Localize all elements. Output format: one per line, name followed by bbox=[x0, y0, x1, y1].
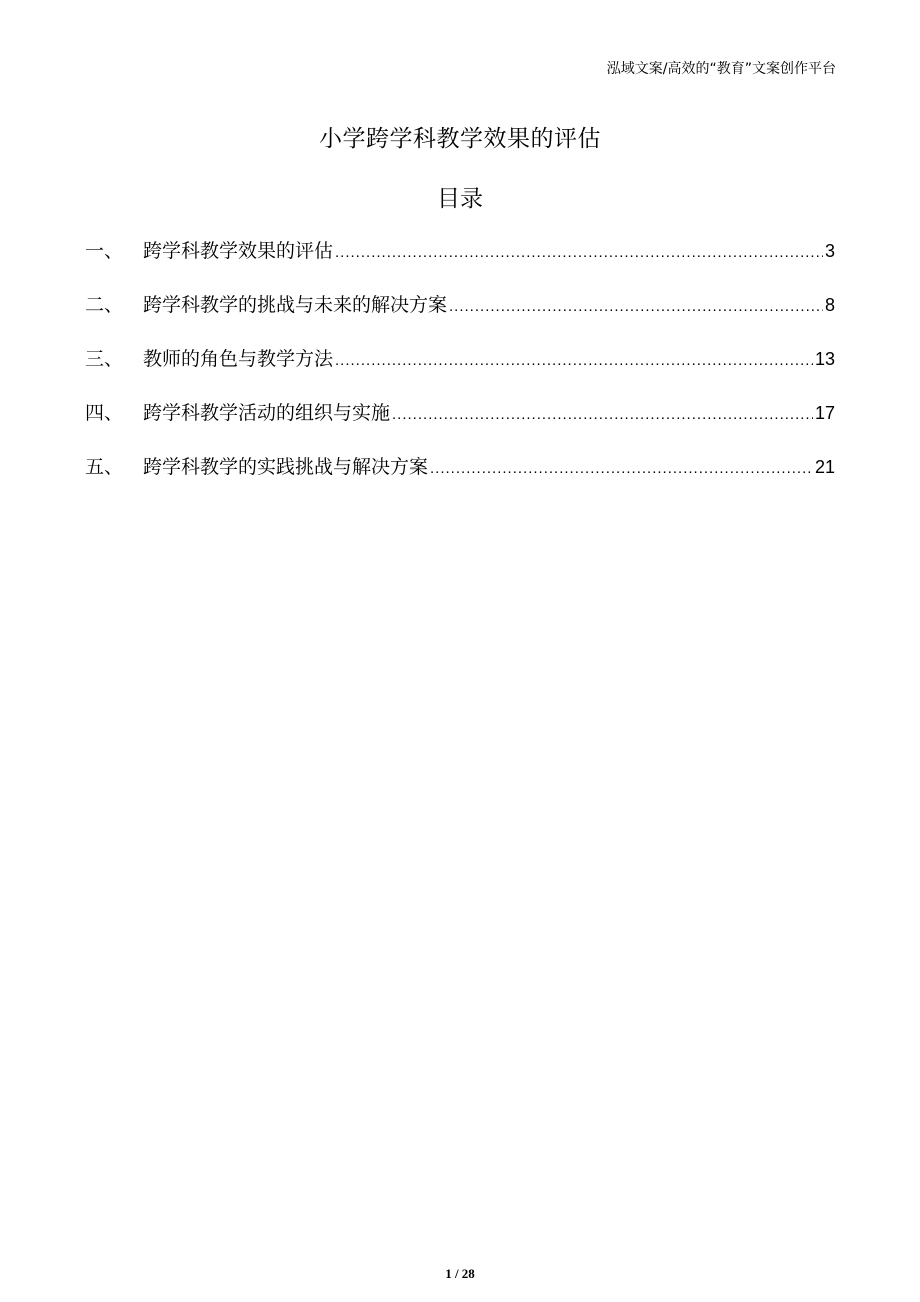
toc-entry-2[interactable] bbox=[85, 290, 835, 320]
toc-entry-label[interactable]: 跨学科教学效果的评估 bbox=[143, 240, 334, 262]
toc-dot-leader bbox=[449, 298, 823, 315]
toc-entry-label[interactable]: 跨学科教学的挑战与未来的解决方案 bbox=[143, 294, 448, 316]
document-title: 小学跨学科教学效果的评估 bbox=[319, 126, 601, 152]
toc-entry-5[interactable] bbox=[85, 452, 835, 482]
toc-entry-page[interactable]: 3 bbox=[824, 241, 835, 261]
toc-entry-number: 一、 bbox=[85, 240, 124, 262]
toc-entry-1[interactable] bbox=[85, 236, 835, 266]
toc-dot-leader bbox=[392, 406, 813, 423]
toc-entry-number: 五、 bbox=[85, 456, 124, 478]
toc-dot-leader bbox=[430, 460, 813, 477]
toc-entry-3[interactable] bbox=[85, 344, 835, 374]
toc-entry-page[interactable]: 8 bbox=[824, 295, 835, 315]
toc-title: 目录 bbox=[437, 186, 483, 212]
toc-entry-page[interactable]: 17 bbox=[814, 403, 835, 423]
toc-entry-label[interactable]: 教师的角色与教学方法 bbox=[143, 348, 334, 370]
toc-entry-page[interactable]: 21 bbox=[814, 457, 835, 477]
table-of-contents bbox=[85, 236, 835, 506]
toc-entry-4[interactable] bbox=[85, 398, 835, 428]
toc-entry-number: 三、 bbox=[85, 348, 124, 370]
toc-dot-leader bbox=[335, 244, 823, 261]
toc-entry-page[interactable]: 13 bbox=[814, 349, 835, 369]
page-header: 泓域文案/高效的“教育”文案创作平台 bbox=[606, 61, 836, 77]
page-number-footer: 1 / 28 bbox=[445, 1266, 475, 1281]
toc-entry-label[interactable]: 跨学科教学的实践挑战与解决方案 bbox=[143, 456, 429, 478]
toc-dot-leader bbox=[335, 352, 813, 369]
toc-entry-number: 二、 bbox=[85, 294, 124, 316]
toc-entry-number: 四、 bbox=[85, 402, 124, 424]
toc-entry-label[interactable]: 跨学科教学活动的组织与实施 bbox=[143, 402, 391, 424]
